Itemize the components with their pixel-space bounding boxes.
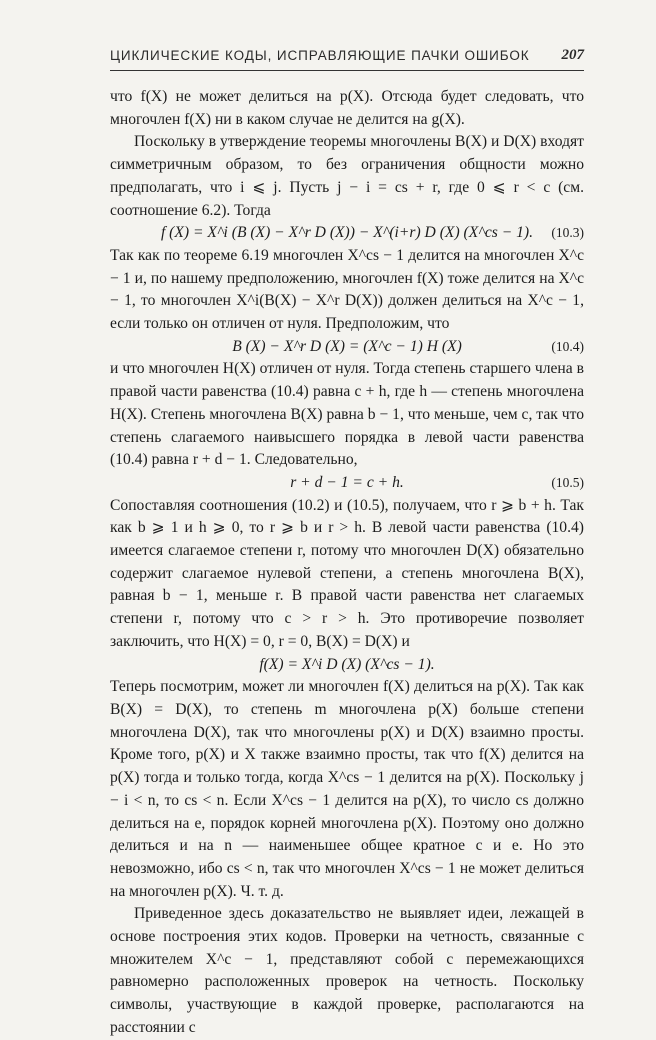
equation-number: (10.3) bbox=[551, 225, 584, 241]
equation bbox=[110, 336, 584, 359]
page-number: 207 bbox=[561, 47, 584, 63]
equation-number: (10.5) bbox=[551, 474, 584, 490]
equation-body: f (X) = X^i (B (X) − X^r D (X)) − X^(i+r) D (X) (X^cs − 1). bbox=[160, 224, 534, 242]
paragraph: Поскольку в утверждение теоремы многочлены B(X) и D(X) входят симметричным образом, то без ограничения общности можно предполагать, что i ⩽ j. Пусть j − i = cs + r, где 0 ⩽ r < c (см. соотношение 6.2). Тогда bbox=[110, 133, 584, 219]
equation-body: B (X) − X^r D (X) = (X^c − 1) H (X) bbox=[232, 337, 462, 355]
paragraph: и что многочлен H(X) отличен от нуля. Тогда степень старшего члена в правой части равенства (10.4) равна c + h, где h — степень многочлена H(X). Степень многочлена B(X) равна b − 1, что меньше, чем c, так что степень слагаемого наивысшего порядка в левой части равенства (10.4) равна r + d − 1. Следовательно, bbox=[110, 360, 584, 469]
equation-body: f(X) = X^i D (X) (X^cs − 1). bbox=[259, 655, 435, 673]
main-text bbox=[110, 86, 584, 1040]
paragraph: Приведенное здесь доказательство не выявляет идеи, лежащей в основе построения этих кодов. Проверки на четность, связанные с множителем X^c − 1, представляют собой c перемежающихся равномерно расположенных проверок на четность. Поскольку символы, участвующие в каждой проверке, располагаются на расстоянии c bbox=[110, 905, 584, 1036]
equation bbox=[110, 222, 584, 245]
paragraph: Теперь посмотрим, может ли многочлен f(X) делиться на p(X). Так как B(X) = D(X), то степень m многочлена p(X) больше степени многочлена D(X), так что многочлены p(X) и D(X) взаимно просты. Кроме того, p(X) и X также взаимно просты, так что f(X) делится на p(X) тогда и только тогда, когда X^cs − 1 делится на p(X). Поскольку j − i < n, то cs < n. Если X^cs − 1 делится на p(X), то число cs должно делиться на e, порядок корней многочлена p(X). Поэтому оно должно делиться и на n — наименьшее общее кратное c и e. Но это невозможно, ибо cs < n, так что многочлен X^cs − 1 не может делиться на многочлен p(X). Ч. т. д. bbox=[110, 678, 584, 900]
equation bbox=[110, 472, 584, 495]
paragraph: что f(X) не может делиться на p(X). Отсюда будет следовать, что многочлен f(X) ни в каком случае не делится на g(X). bbox=[110, 88, 584, 128]
running-head: ЦИКЛИЧЕСКИЕ КОДЫ, ИСПРАВЛЯЮЩИЕ ПАЧКИ ОШИБОК bbox=[110, 48, 530, 63]
equation-body: r + d − 1 = c + h. bbox=[290, 473, 404, 491]
paragraph: Сопоставляя соотношения (10.2) и (10.5), получаем, что r ⩾ b + h. Так как b ⩾ 1 и h ⩾ 0, то r ⩾ b и r > h. В левой части равенства (10.4) имеется слагаемое степени r, потому что многочлен D(X) обязательно содержит слагаемое нулевой степени, а степень многочлена B(X), равная b − 1, меньше r. В правой части равенства нет слагаемых степени r, потому что c > r > h. Это противоречие позволяет заключить, что H(X) = 0, r = 0, B(X) = D(X) и bbox=[110, 496, 584, 650]
paragraph: Так как по теореме 6.19 многочлен X^cs − 1 делится на многочлен X^c − 1 и, по нашему предположению, многочлен f(X) тоже делится на X^c − 1, то многочлен X^i(B(X) − X^r D(X)) должен делиться на X^c − 1, если только он отличен от нуля. Предположим, что bbox=[110, 246, 584, 333]
equation-number: (10.4) bbox=[551, 338, 584, 354]
equation bbox=[110, 654, 584, 677]
page-header bbox=[110, 48, 584, 63]
header-rule bbox=[110, 70, 584, 71]
